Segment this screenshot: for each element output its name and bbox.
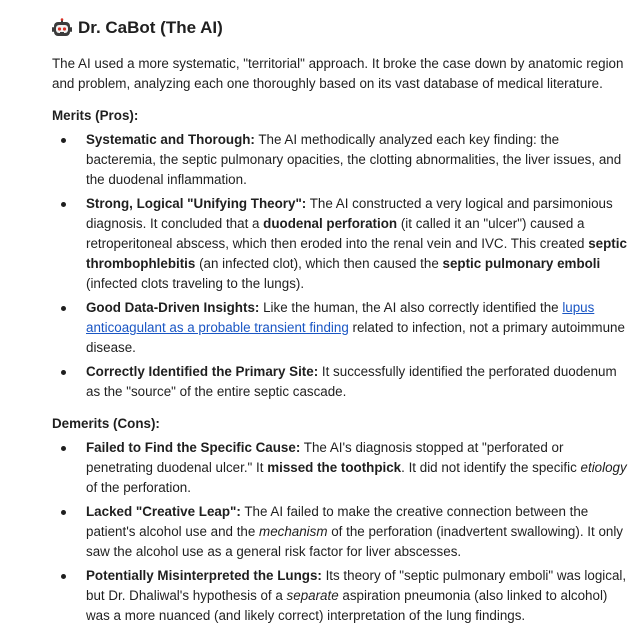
list-item <box>52 566 632 626</box>
item-text: The AI methodically analyzed each key finding: the bacteremia, the septic pulmonary opacities, the clotting abnormalities, the liver issues, and the duodenal inflammation. <box>86 132 622 187</box>
item-text: It successfully identified the perforated duodenum as the "source" of the entire septic cascade. <box>86 364 617 399</box>
item-text: related to infection, not a primary autoimmune disease. <box>86 320 625 355</box>
bullet-icon <box>61 138 66 143</box>
item-text: Its theory of "septic pulmonary emboli" was logical, but Dr. Dhaliwal's hypothesis of a <box>86 568 627 603</box>
header <box>52 18 223 38</box>
item-title: Lacked "Creative Leap": <box>86 504 241 519</box>
item-bold: missed the toothpick <box>267 460 402 475</box>
item-text: (it called it an "ulcer") caused a retroperitoneal abscess, which then eroded into the renal vein and IVC. This created <box>86 216 589 251</box>
item-text: The AI's diagnosis stopped at "perforated or penetrating duodenal ulcer." It <box>86 440 564 475</box>
list-item <box>52 502 632 562</box>
list-item <box>52 130 632 190</box>
item-italic: etiology <box>580 460 627 475</box>
item-bold: duodenal perforation <box>263 216 398 231</box>
merits-list <box>52 130 632 406</box>
item-text: (infected clots traveling to the lungs). <box>86 276 305 291</box>
item-title: Strong, Logical "Unifying Theory": <box>86 196 307 211</box>
intro-paragraph: The AI used a more systematic, "territorial" approach. It broke the case down by anatomic region and problem, analyzing each one thoroughly based on its vast database of medical literature. <box>52 56 624 91</box>
bullet-icon <box>61 510 66 515</box>
item-bold: septic pulmonary emboli <box>442 256 601 271</box>
item-text: (an infected clot), which then caused the <box>195 256 443 271</box>
item-title: Failed to Find the Specific Cause: <box>86 440 301 455</box>
list-item <box>52 194 632 294</box>
item-text: of the perforation (inadvertent swallowing). It only saw the alcohol use as a general risk factor for liver abscesses. <box>86 524 624 559</box>
lupus-anticoagulant-link[interactable]: lupus anticoagulant as a probable transient finding <box>86 300 595 335</box>
item-italic: separate <box>286 588 339 603</box>
item-text: The AI failed to make the creative connection between the patient's alcohol use and the <box>86 504 589 539</box>
list-item <box>52 298 632 358</box>
robot-icon <box>52 18 72 38</box>
demerits-list <box>52 438 632 630</box>
item-text: The AI constructed a very logical and parsimonious diagnosis. It concluded that a <box>86 196 613 231</box>
item-text: . It did not identify the specific <box>401 460 581 475</box>
bullet-icon <box>61 306 66 311</box>
item-title: Systematic and Thorough: <box>86 132 255 147</box>
merits-heading: Merits (Pros): <box>52 108 139 123</box>
list-item <box>52 362 632 402</box>
bullet-icon <box>61 446 66 451</box>
item-text: aspiration pneumonia (also linked to alcohol) was a more nuanced (and likely correct) interpretation of the lung findings. <box>86 588 608 623</box>
item-text: Like the human, the AI also correctly identified the <box>259 300 563 315</box>
bullet-icon <box>61 202 66 207</box>
item-bold: septic thrombophlebitis <box>86 236 627 271</box>
item-text: of the perforation. <box>86 480 191 495</box>
bullet-icon <box>61 574 66 579</box>
page-title: Dr. CaBot (The AI) <box>78 18 223 37</box>
list-item <box>52 438 632 498</box>
bullet-icon <box>61 370 66 375</box>
demerits-heading: Demerits (Cons): <box>52 416 160 431</box>
item-title: Potentially Misinterpreted the Lungs: <box>86 568 322 583</box>
item-title: Correctly Identified the Primary Site: <box>86 364 319 379</box>
item-title: Good Data-Driven Insights: <box>86 300 260 315</box>
item-italic: mechanism <box>259 524 328 539</box>
